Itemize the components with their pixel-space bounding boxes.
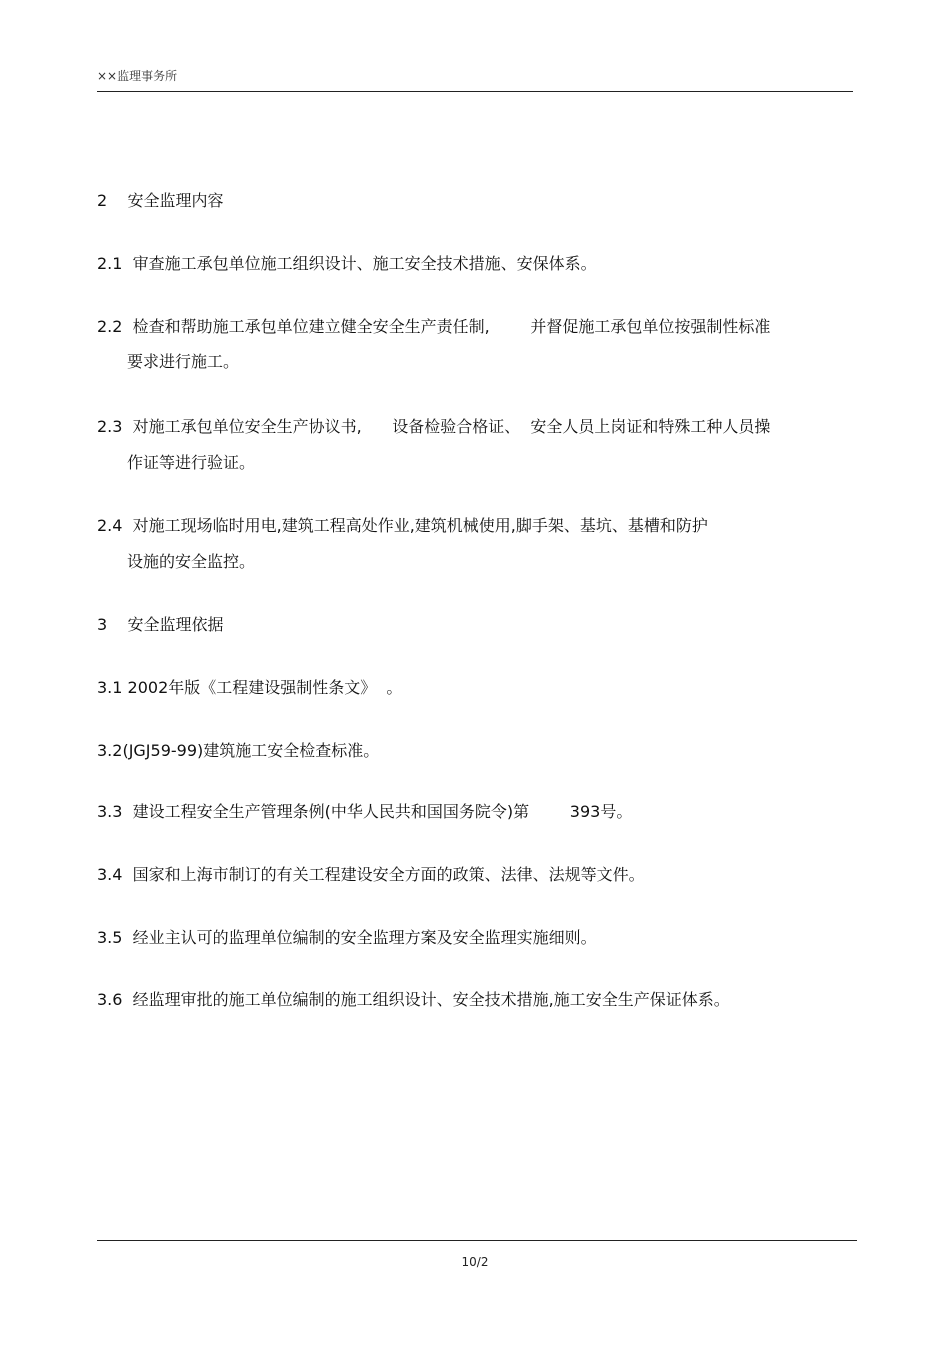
header-divider bbox=[97, 91, 853, 92]
header-org-name: ××监理事务所 bbox=[97, 69, 178, 83]
section-heading-2: 2 安全监理内容 bbox=[97, 191, 224, 210]
section-heading-3: 3 安全监理依据 bbox=[97, 615, 224, 634]
item-3-2: 3.2(JGJ59-99)建筑施工安全检查标准。 bbox=[97, 741, 380, 760]
item-3-6: 3.6 经监理审批的施工单位编制的施工组织设计、安全技术措施,施工安全生产保证体系。 bbox=[97, 990, 730, 1009]
footer-divider bbox=[97, 1240, 857, 1241]
item-2-4-continuation: 设施的安全监控。 bbox=[127, 552, 256, 571]
item-2-1: 2.1 审查施工承包单位施工组织设计、施工安全技术措施、安保体系。 bbox=[97, 254, 597, 273]
item-3-5: 3.5 经业主认可的监理单位编制的安全监理方案及安全监理实施细则。 bbox=[97, 928, 597, 947]
item-2-3: 2.3 对施工承包单位安全生产协议书, 设备检验合格证、 安全人员上岗证和特殊工种人员操 bbox=[97, 417, 771, 436]
item-3-1: 3.1 2002年版《工程建设强制性条文》 。 bbox=[97, 678, 403, 697]
item-2-2: 2.2 检查和帮助施工承包单位建立健全安全生产责任制, 并督促施工承包单位按强制性标准 bbox=[97, 317, 771, 336]
item-2-3-continuation: 作证等进行验证。 bbox=[127, 453, 256, 472]
item-3-3: 3.3 建设工程安全生产管理条例(中华人民共和国国务院令)第 393号。 bbox=[97, 802, 633, 821]
item-3-4: 3.4 国家和上海市制订的有关工程建设安全方面的政策、法律、法规等文件。 bbox=[97, 865, 645, 884]
page-number: 10/2 bbox=[461, 1255, 489, 1269]
item-2-4: 2.4 对施工现场临时用电,建筑工程高处作业,建筑机械使用,脚手架、基坑、基槽和防护 bbox=[97, 516, 708, 535]
item-2-2-continuation: 要求进行施工。 bbox=[127, 352, 240, 371]
